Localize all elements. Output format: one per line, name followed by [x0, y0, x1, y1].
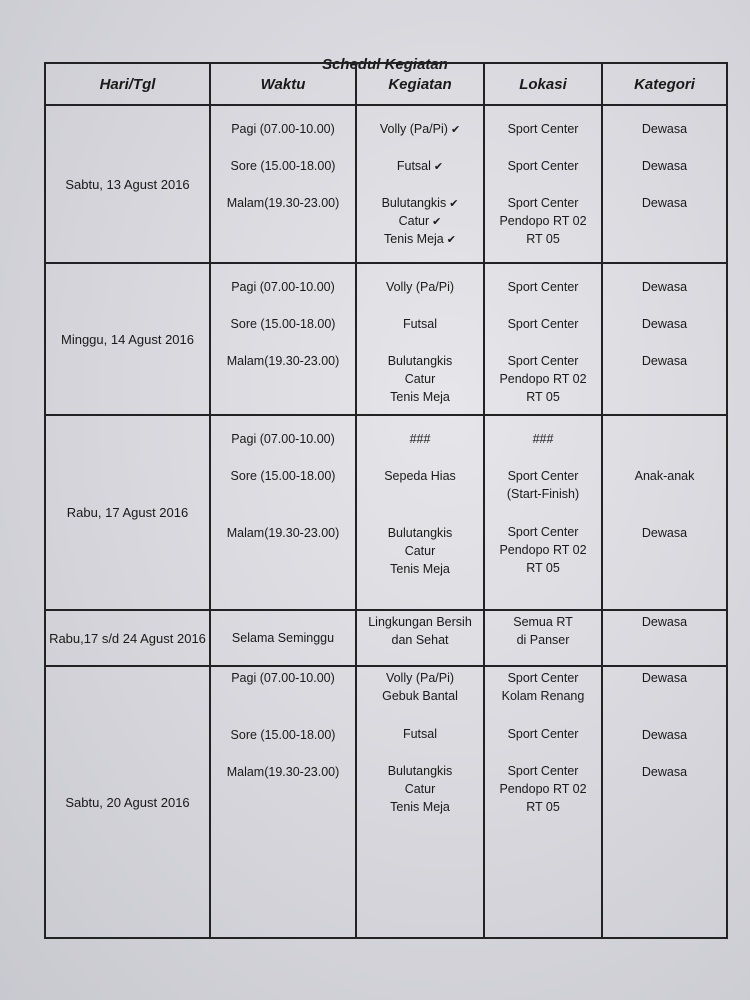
- location: Sport Center: [507, 354, 579, 368]
- header-hari: Hari/Tgl: [45, 63, 210, 105]
- activity: Futsal: [402, 727, 438, 741]
- location: ###: [532, 432, 554, 446]
- kategori-cell: [602, 666, 727, 938]
- location: RT 05: [526, 561, 560, 575]
- waktu-cell: [210, 105, 356, 263]
- header-kategori: Kategori: [602, 63, 727, 105]
- lokasi-cell: [484, 415, 602, 610]
- check-mark-icon: ✔: [433, 161, 444, 173]
- activity: Bulutangkis: [387, 526, 453, 540]
- time-slot: Malam(19.30-23.00): [226, 526, 340, 540]
- kategori-cell: [602, 610, 727, 666]
- time-slot: Sore (15.00-18.00): [230, 317, 336, 331]
- location: Pendopo RT 02: [499, 782, 587, 796]
- location: Pendopo RT 02: [499, 543, 587, 557]
- activity: Futsal: [396, 159, 431, 173]
- location: Kolam Renang: [501, 689, 585, 703]
- date-cell: Rabu,17 s/d 24 Agust 2016: [45, 610, 210, 666]
- time-slot: Pagi (07.00-10.00): [231, 432, 335, 446]
- category: Dewasa: [641, 671, 688, 685]
- kegiatan-cell: [356, 263, 484, 415]
- activity: Volly (Pa/Pi): [385, 671, 455, 685]
- kegiatan-cell: [356, 415, 484, 610]
- schedule-table: [44, 62, 728, 939]
- activity: Lingkungan Bersih: [368, 615, 472, 629]
- activity: ###: [409, 432, 431, 446]
- activity: Catur: [404, 372, 436, 386]
- check-mark-icon: ✔: [446, 234, 456, 246]
- header-waktu: Waktu: [210, 63, 356, 105]
- time-slot: Pagi (07.00-10.00): [231, 122, 335, 136]
- activity: Catur: [404, 544, 436, 558]
- kegiatan-cell: [356, 666, 484, 938]
- lokasi-cell: [484, 610, 602, 666]
- location: RT 05: [526, 232, 560, 246]
- time-slot: Malam(19.30-23.00): [226, 354, 340, 368]
- table-row: [45, 263, 727, 415]
- location: RT 05: [526, 800, 560, 814]
- category: Dewasa: [641, 765, 688, 779]
- check-mark-icon: ✔: [432, 216, 442, 228]
- table-row: [45, 666, 727, 938]
- time-slot: Pagi (07.00-10.00): [231, 280, 335, 294]
- activity: Tenis Meja: [384, 232, 444, 246]
- date-cell: Rabu, 17 Agust 2016: [45, 415, 210, 610]
- activity: Catur: [398, 214, 430, 228]
- waktu-cell: [210, 415, 356, 610]
- activity: Catur: [404, 782, 436, 796]
- kategori-cell: [602, 263, 727, 415]
- category: Dewasa: [641, 526, 688, 540]
- activity: Bulutangkis: [381, 196, 447, 210]
- category: Dewasa: [641, 615, 688, 629]
- location: RT 05: [526, 390, 560, 404]
- date-cell: Minggu, 14 Agust 2016: [45, 263, 210, 415]
- location: Pendopo RT 02: [499, 214, 587, 228]
- category: Dewasa: [641, 728, 688, 742]
- waktu-cell: [210, 610, 356, 666]
- check-mark-icon: ✔: [449, 198, 459, 210]
- waktu-cell: [210, 666, 356, 938]
- activity: Futsal: [402, 317, 438, 331]
- kegiatan-cell: [356, 105, 484, 263]
- activity: Volly (Pa/Pi): [385, 280, 455, 294]
- location: Sport Center: [507, 727, 579, 741]
- category: Dewasa: [641, 196, 688, 210]
- activity: Bulutangkis: [387, 764, 453, 778]
- location: Sport Center: [507, 764, 579, 778]
- activity: dan Sehat: [391, 633, 449, 647]
- header-row: [45, 63, 727, 105]
- time-slot: Malam(19.30-23.00): [226, 196, 340, 210]
- time-slot: Pagi (07.00-10.00): [231, 671, 335, 685]
- header-lokasi: Lokasi: [484, 63, 602, 105]
- activity: Tenis Meja: [390, 800, 450, 814]
- category: Dewasa: [641, 317, 688, 331]
- location: Sport Center: [507, 122, 579, 136]
- kategori-cell: [602, 415, 727, 610]
- location: Sport Center: [507, 317, 579, 331]
- category: Anak-anak: [634, 469, 695, 483]
- activity: Tenis Meja: [390, 390, 450, 404]
- category: Dewasa: [641, 354, 688, 368]
- activity: Bulutangkis: [387, 354, 453, 368]
- location: Sport Center: [507, 469, 579, 483]
- time-slot: Sore (15.00-18.00): [230, 728, 336, 742]
- activity: Tenis Meja: [390, 562, 450, 576]
- date-cell: Sabtu, 20 Agust 2016: [45, 666, 210, 938]
- date-cell: Sabtu, 13 Agust 2016: [45, 105, 210, 263]
- activity: Gebuk Bantal: [382, 689, 458, 703]
- location: Sport Center: [507, 196, 579, 210]
- time-slot: Sore (15.00-18.00): [230, 159, 336, 173]
- lokasi-cell: [484, 263, 602, 415]
- location: Semua RT: [513, 615, 573, 629]
- location: Sport Center: [507, 671, 579, 685]
- lokasi-cell: [484, 666, 602, 938]
- lokasi-cell: [484, 105, 602, 263]
- location: Sport Center: [507, 525, 579, 539]
- category: Dewasa: [641, 159, 688, 173]
- activity: Volly (Pa/Pi): [379, 122, 448, 136]
- document-title: Schedul Kegiatan: [322, 56, 448, 73]
- table-row: [45, 610, 727, 666]
- location: Pendopo RT 02: [499, 372, 587, 386]
- header-kegiatan: Kegiatan: [356, 63, 484, 105]
- location: Sport Center: [507, 280, 579, 294]
- kategori-cell: [602, 105, 727, 263]
- category: Dewasa: [641, 280, 688, 294]
- location: di Panser: [516, 633, 570, 647]
- activity: Sepeda Hias: [384, 469, 456, 483]
- table-row: [45, 415, 727, 610]
- kegiatan-cell: [356, 610, 484, 666]
- location: (Start-Finish): [506, 487, 580, 501]
- location: Sport Center: [507, 159, 579, 173]
- category: Dewasa: [641, 122, 688, 136]
- check-mark-icon: ✔: [450, 124, 461, 136]
- table-row: [45, 105, 727, 263]
- waktu-cell: [210, 263, 356, 415]
- time-slot: Malam(19.30-23.00): [226, 765, 340, 779]
- time-slot: Selama Seminggu: [231, 631, 335, 645]
- time-slot: Sore (15.00-18.00): [230, 469, 336, 483]
